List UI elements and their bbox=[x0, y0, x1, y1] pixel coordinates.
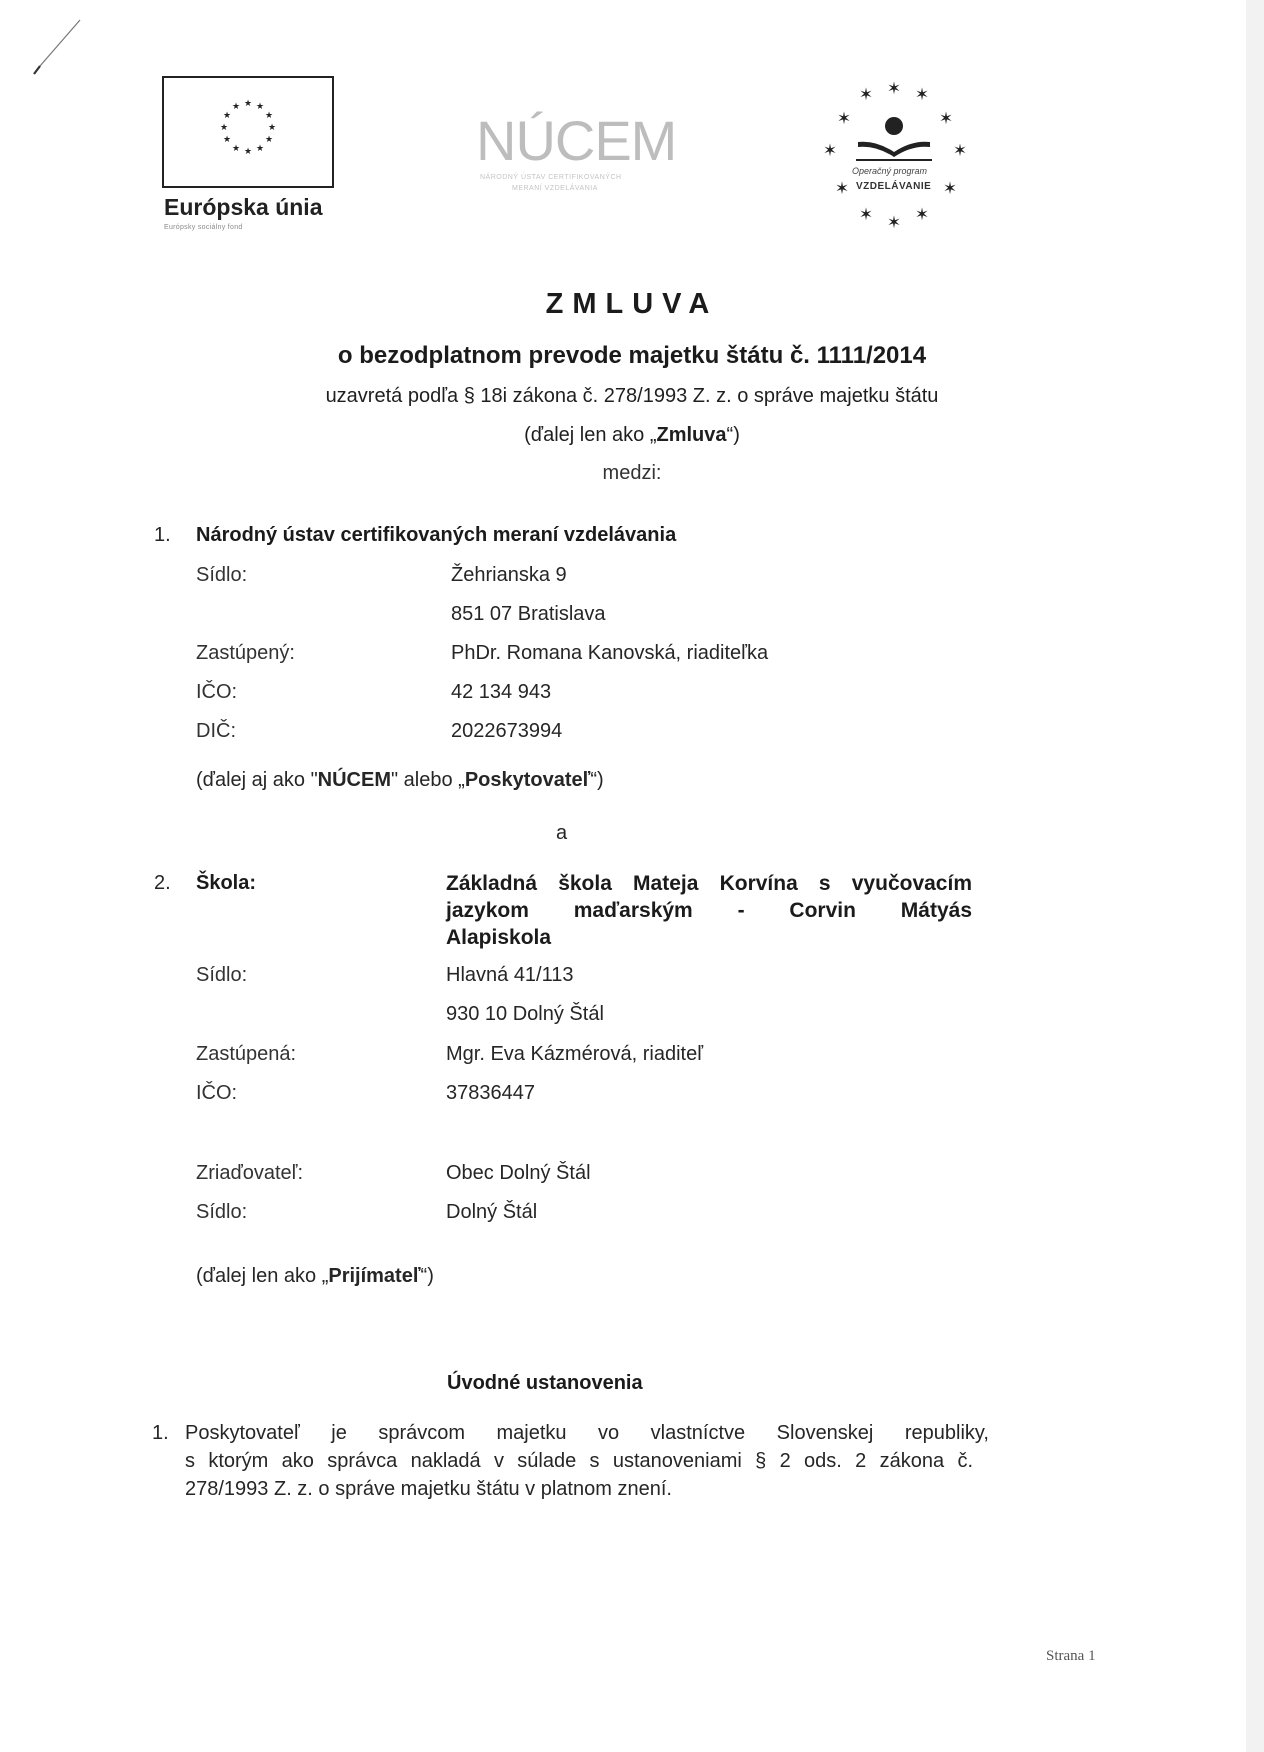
founder-seat-value: Dolný Štál bbox=[446, 1201, 538, 1223]
party2-name-line: Alapiskola bbox=[446, 926, 552, 949]
conjunction: a bbox=[556, 822, 568, 844]
legal-basis: uzavretá podľa § 18i zákona č. 278/1993 Z. z. o správe majetku štátu bbox=[325, 385, 939, 407]
eu-flag bbox=[162, 76, 334, 188]
op-program-label: Operačný program bbox=[852, 166, 928, 176]
eu-stars-icon bbox=[164, 78, 332, 186]
section-heading: Úvodné ustanovenia bbox=[447, 1372, 643, 1394]
op-vzdelavanie-logo bbox=[808, 80, 978, 240]
alias-provider: Poskytovateľ bbox=[464, 769, 591, 791]
party2-field-value: 37836447 bbox=[446, 1082, 535, 1104]
alias-recipient: Prijímateľ bbox=[328, 1265, 421, 1287]
alias-middle: " alebo „ bbox=[391, 769, 465, 791]
party1-field-label: Zastúpený: bbox=[196, 642, 295, 664]
svg-text:★: ★ bbox=[231, 144, 241, 154]
page-number: Strana 1 bbox=[1046, 1648, 1096, 1664]
svg-text:★: ★ bbox=[255, 144, 265, 154]
nucem-name: NÚCEM bbox=[476, 109, 677, 172]
eu-fund-name: Európsky sociálny fond bbox=[164, 224, 243, 231]
party1-field-value: PhDr. Romana Kanovská, riaditeľka bbox=[451, 642, 769, 664]
document-title: ZMLUVA bbox=[545, 288, 719, 320]
svg-text:★: ★ bbox=[255, 102, 265, 112]
svg-text:★: ★ bbox=[219, 123, 229, 133]
svg-text:✶: ✶ bbox=[834, 179, 850, 199]
party1-alias bbox=[196, 769, 604, 792]
between-label: medzi: bbox=[602, 462, 662, 484]
founder-value: Obec Dolný Štál bbox=[446, 1162, 591, 1184]
party2-field-value: 930 10 Dolný Štál bbox=[446, 1003, 604, 1025]
svg-text:★: ★ bbox=[243, 99, 253, 109]
nucem-subtitle-1: NÁRODNÝ ÚSTAV CERTIFIKOVANÝCH bbox=[480, 174, 622, 181]
party2-field-label: IČO: bbox=[196, 1082, 238, 1104]
svg-text:✶: ✶ bbox=[938, 109, 954, 129]
svg-text:✶: ✶ bbox=[942, 179, 958, 199]
section-item-line: Poskytovateľ je správcom majetku vo vlastníctve Slovenskej republiky, bbox=[185, 1422, 989, 1444]
op-stars-icon bbox=[808, 80, 978, 240]
svg-text:✶: ✶ bbox=[914, 205, 930, 225]
party1-field-label: DIČ: bbox=[196, 720, 236, 742]
scan-edge bbox=[1246, 0, 1264, 1752]
party2-field-value: Mgr. Eva Kázmérová, riaditeľ bbox=[446, 1043, 704, 1065]
party1-field-value: Žehrianska 9 bbox=[451, 564, 567, 586]
svg-text:★: ★ bbox=[267, 123, 277, 133]
party2-field-label: Sídlo: bbox=[196, 964, 248, 986]
op-program-name: VZDELÁVANIE bbox=[856, 181, 932, 192]
alias-name: Zmluva bbox=[656, 424, 727, 446]
contract-alias bbox=[0, 424, 1264, 447]
svg-text:✶: ✶ bbox=[952, 141, 968, 161]
document-subtitle: o bezodplatnom prevode majetku štátu č. 1111/2014 bbox=[337, 342, 927, 369]
section-item-line: 278/1993 Z. z. o správe majetku štátu v platnom znení. bbox=[185, 1478, 672, 1500]
founder-seat-label: Sídlo: bbox=[196, 1201, 248, 1223]
founder-label: Zriaďovateľ: bbox=[196, 1162, 304, 1184]
eu-name: Európska únia bbox=[164, 194, 323, 220]
svg-text:★: ★ bbox=[243, 147, 253, 157]
party1-field-value: 2022673994 bbox=[451, 720, 563, 742]
alias-nucem: NÚCEM bbox=[317, 769, 392, 791]
svg-text:✶: ✶ bbox=[886, 213, 902, 233]
svg-text:✶: ✶ bbox=[858, 85, 874, 105]
party1-name: Národný ústav certifikovaných meraní vzdelávania bbox=[196, 524, 677, 546]
nucem-subtitle-2: MERANÍ VZDELÁVANIA bbox=[512, 185, 598, 192]
party1-field-label: IČO: bbox=[196, 681, 238, 703]
svg-text:★: ★ bbox=[231, 102, 241, 112]
party2-name-line: Základná škola Mateja Korvína s vyučovacím bbox=[446, 872, 972, 895]
svg-text:★: ★ bbox=[222, 135, 232, 145]
party1-number: 1. bbox=[154, 524, 171, 546]
svg-text:✶: ✶ bbox=[836, 109, 852, 129]
party1-field-value: 42 134 943 bbox=[451, 681, 552, 703]
svg-text:★: ★ bbox=[264, 135, 274, 145]
svg-text:★: ★ bbox=[222, 111, 232, 121]
party2-number: 2. bbox=[154, 872, 171, 894]
svg-text:✶: ✶ bbox=[914, 85, 930, 105]
alias-suffix: “) bbox=[726, 424, 740, 446]
section-item-number: 1. bbox=[152, 1422, 169, 1444]
party2-alias bbox=[196, 1265, 434, 1288]
party1-field-value: 851 07 Bratislava bbox=[451, 603, 606, 625]
svg-text:✶: ✶ bbox=[858, 205, 874, 225]
party2-field-value: Hlavná 41/113 bbox=[446, 964, 574, 986]
svg-text:✶: ✶ bbox=[822, 141, 838, 161]
alias-suffix: “) bbox=[590, 769, 604, 791]
party2-name-text: jazykom maďarským - Corvin Mátyás bbox=[446, 899, 972, 922]
svg-text:★: ★ bbox=[264, 111, 274, 121]
nucem-logo bbox=[472, 108, 677, 208]
alias-prefix: (ďalej aj ako " bbox=[196, 769, 318, 791]
svg-text:✶: ✶ bbox=[886, 80, 902, 99]
party1-field-label: Sídlo: bbox=[196, 564, 248, 586]
alias-prefix: (ďalej len ako „ bbox=[524, 424, 657, 446]
party2-label: Škola: bbox=[196, 872, 257, 894]
pen-mark-icon bbox=[18, 14, 88, 84]
party2-field-label: Zastúpená: bbox=[196, 1043, 297, 1065]
eu-logo bbox=[162, 76, 338, 252]
section-item-line: s ktorým ako správca nakladá v súlade s ustanoveniami § 2 ods. 2 zákona č. bbox=[185, 1450, 973, 1472]
party2-name-line bbox=[446, 899, 972, 923]
alias-prefix: (ďalej len ako „ bbox=[196, 1265, 329, 1287]
alias-suffix: “) bbox=[420, 1265, 434, 1287]
